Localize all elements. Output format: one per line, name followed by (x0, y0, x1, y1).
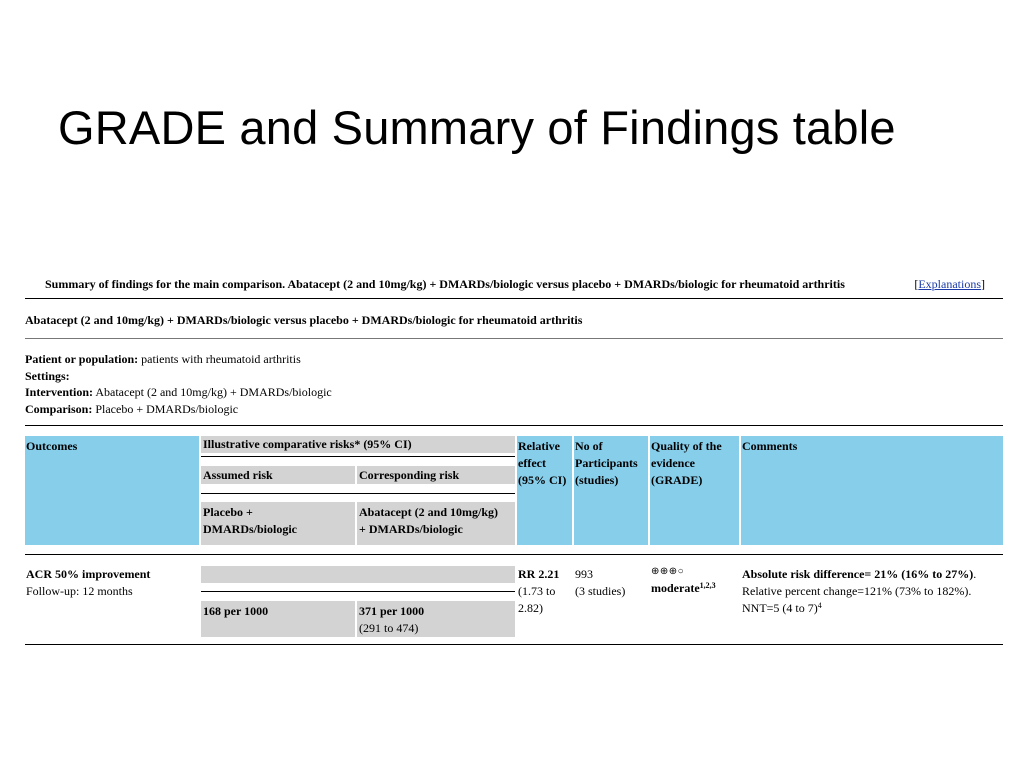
relative-percent-change: Relative percent change=121% (73% to 182%). (742, 584, 972, 598)
quality-line: evidence (651, 456, 695, 470)
relative-effect-line: effect (518, 456, 546, 470)
table-row (25, 555, 1003, 645)
participants-line: No of (575, 439, 603, 453)
relative-effect-line: (95% CI) (518, 473, 567, 487)
assumed-risk-value: 168 per 1000 (201, 601, 355, 637)
header-illustrative-risks: Illustrative comparative risks* (95% CI) (201, 436, 515, 453)
population-line (25, 351, 1003, 368)
assumed-group-line: Placebo + (203, 505, 253, 519)
risk-blank-band (201, 566, 515, 583)
settings-label: Settings: (25, 368, 70, 383)
outcome-name: ACR 50% improvement (26, 567, 151, 581)
relative-effect-ci: (1.73 to (518, 584, 556, 598)
explanations-link-wrapper (914, 277, 985, 292)
header-corresponding-group (357, 502, 515, 545)
corresponding-risk-value: 371 per 1000 (359, 604, 425, 618)
relative-effect-line: Relative (518, 439, 560, 453)
relative-effect-value: RR 2.21 (518, 567, 560, 581)
corresponding-group-line: + DMARDs/biologic (359, 522, 463, 536)
population-label: Patient or population: (25, 352, 139, 366)
intervention-line (25, 384, 1003, 401)
comparison-value: Placebo + DMARDs/biologic (95, 401, 239, 416)
quality-line: Quality of the (651, 439, 722, 453)
bracket-open: [ (914, 277, 919, 291)
absolute-risk-difference: Absolute risk difference= 21% (16% to 27%) (742, 567, 974, 581)
quality-line: (GRADE) (651, 473, 703, 487)
corresponding-group-line: Abatacept (2 and 10mg/kg) (359, 505, 499, 519)
header-assumed-risk: Assumed risk (201, 466, 355, 484)
header-rule (201, 493, 515, 494)
participants-cell (574, 566, 648, 600)
assumed-group-line: DMARDs/biologic (203, 522, 297, 536)
outcome-followup: Follow-up: 12 months (26, 584, 133, 598)
header-comments: Comments (741, 436, 1003, 545)
grade-symbols-icon: ⊕⊕⊕○ (651, 566, 685, 577)
intervention-value: Abatacept (2 and 10mg/kg) + DMARDs/biologic (95, 385, 332, 399)
corresponding-risk-cell (357, 601, 515, 637)
intervention-label: Intervention: (25, 385, 93, 399)
studies-value: (3 studies) (575, 584, 626, 598)
relative-effect-ci: 2.82) (518, 601, 543, 615)
nnt-footnote-ref: 4 (817, 601, 822, 610)
header-outcomes: Outcomes (25, 436, 199, 545)
header-rule (201, 456, 515, 457)
comparison-line (25, 401, 1003, 418)
quality-footnote-refs: 1,2,3 (699, 581, 716, 590)
table-caption (25, 268, 1003, 298)
participants-line: (studies) (575, 473, 619, 487)
pico-block (25, 339, 1003, 425)
row-rule (201, 591, 515, 592)
comment-period: . (973, 567, 977, 581)
participants-line: Participants (575, 456, 638, 470)
population-value: patients with rheumatoid arthritis (141, 352, 301, 366)
summary-of-findings-table (25, 268, 1003, 645)
quality-rating: moderate (651, 581, 700, 595)
participants-value: 993 (575, 567, 593, 581)
bracket-close: ] (981, 277, 985, 291)
table-header (25, 426, 1003, 546)
header-assumed-group (201, 502, 355, 545)
table-subtitle: Abatacept (2 and 10mg/kg) + DMARDs/biologic versus placebo + DMARDs/biologic for rheumatoid arthritis (25, 313, 583, 327)
quality-cell (650, 563, 739, 597)
header-relative-effect (517, 436, 572, 545)
header-participants (574, 436, 648, 545)
explanations-link[interactable]: Explanations (918, 277, 981, 291)
caption-text: Summary of findings for the main comparison. Abatacept (2 and 10mg/kg) + DMARDs/biologic versus placebo + DMARDs/biologic for rheumatoid arthritis (45, 277, 845, 291)
relative-effect-cell (517, 566, 577, 617)
header-quality (650, 436, 739, 545)
header-corresponding-risk: Corresponding risk (357, 466, 515, 484)
settings-line (25, 368, 1003, 385)
comparison-label: Comparison: (25, 401, 93, 416)
corresponding-risk-ci: (291 to 474) (359, 621, 419, 635)
outcome-cell (25, 566, 199, 600)
nnt-value: NNT=5 (4 to 7) (742, 601, 818, 615)
comments-cell (741, 566, 1003, 617)
slide-title: GRADE and Summary of Findings table (58, 101, 896, 154)
